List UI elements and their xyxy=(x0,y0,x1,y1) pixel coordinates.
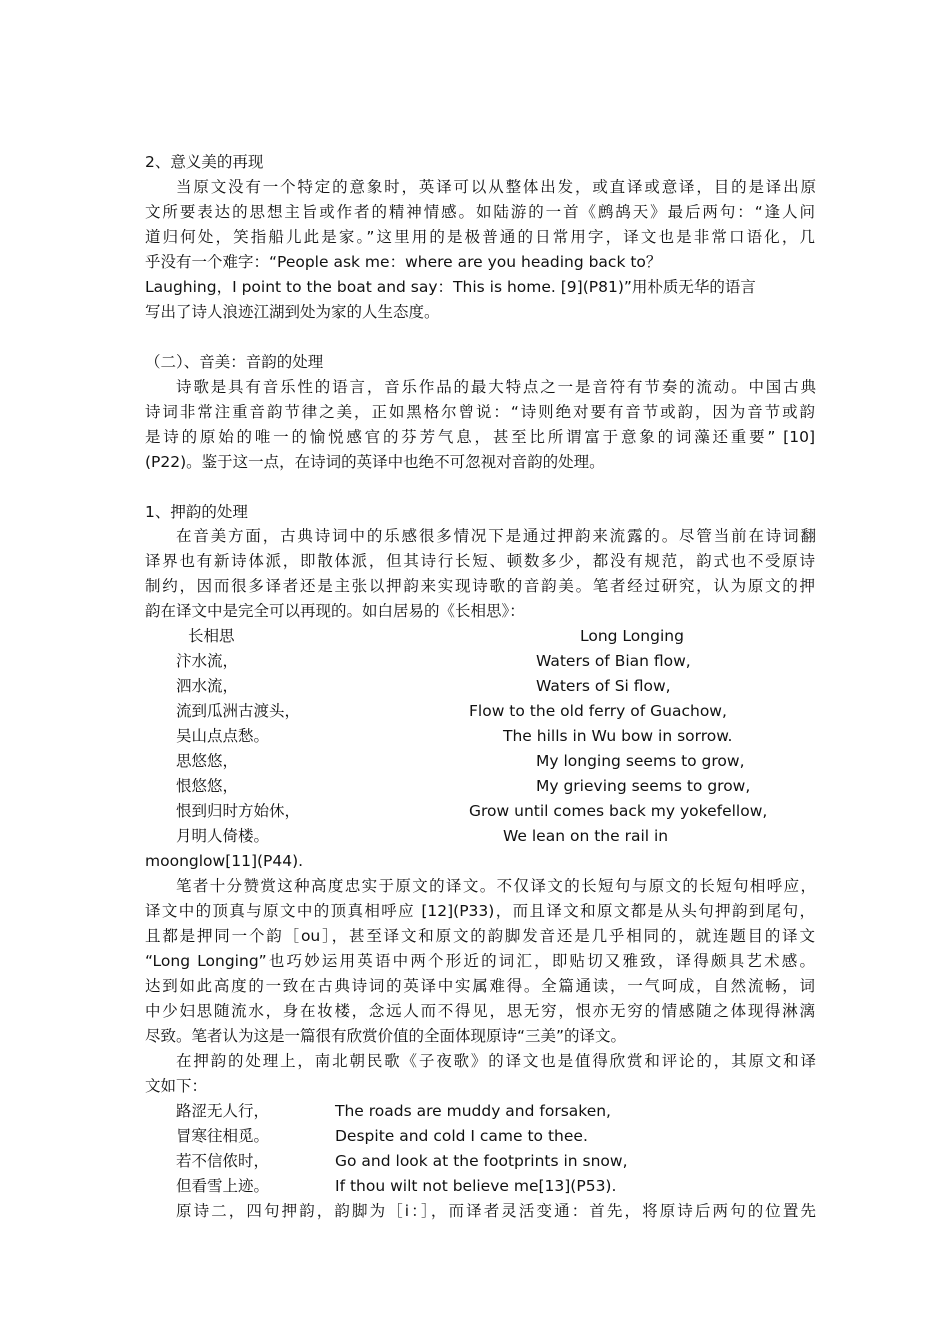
poem-line-en: Flow to the old ferry of Guachow, xyxy=(469,702,727,720)
poem-line-en: Grow until comes back my yokefellow, xyxy=(469,802,768,820)
paragraph-line: 文如下： xyxy=(145,1077,208,1095)
section-heading: 2、意义美的再现 xyxy=(145,153,264,171)
poem-line-en: We lean on the rail in xyxy=(503,827,669,845)
poem-line-cn: 恨悠悠， xyxy=(176,777,239,795)
poem-line-wrap: moonglow[11](P44). xyxy=(145,852,304,870)
paragraph-line: 原诗二，四句押韵，韵脚为［i：］，而译者灵活变通：首先，将原诗后两句的位置先 xyxy=(176,1202,816,1220)
poem-line-cn: 但看雪上迹。 xyxy=(176,1177,270,1195)
poem-line-cn: 吴山点点愁。 xyxy=(176,727,270,745)
paragraph-line: 译文中的顶真与原文中的顶真相呼应 [12](P33)，而且译文和原文都是从头句押韵到尾句， xyxy=(145,902,815,920)
paragraph-line: 诗词非常注重音韵节律之美，正如黑格尔曾说：“诗则绝对要有音节或韵，因为音节或韵 xyxy=(145,403,815,421)
paragraph-line: 笔者十分赞赏这种高度忠实于原文的译文。不仅译文的长短句与原文的长短句相呼应， xyxy=(176,877,816,895)
paragraph-line: 译界也有新诗体派，即散体派，但其诗行长短、顿数多少，都没有规范，韵式也不受原诗 xyxy=(145,552,815,570)
paragraph-line: 且都是押同一个韵［ou］，甚至译文和原文的韵脚发音还是几乎相同的，就连题目的译文 xyxy=(145,927,815,945)
paragraph-line: “Long Longing”也巧妙运用英语中两个形近的词汇，即贴切又雅致，译得颇具艺术感。 xyxy=(145,952,815,970)
paragraph-line: 诗歌是具有音乐性的语言，音乐作品的最大特点之一是音符有节奏的流动。中国古典 xyxy=(176,378,816,396)
poem-line-en: If thou wilt not believe me[13](P53). xyxy=(335,1177,617,1195)
paragraph-line: 当原文没有一个特定的意象时，英译可以从整体出发，或直译或意译，目的是译出原 xyxy=(176,178,816,196)
poem-line-cn: 月明人倚楼。 xyxy=(176,827,270,845)
poem-line-cn: 泗水流， xyxy=(176,677,239,695)
paragraph-line: 道归何处，笑指船儿此是家。”这里用的是极普通的日常用字，译文也是非常口语化，几 xyxy=(145,228,815,246)
paragraph-line: 文所要表达的思想主旨或作者的精神情感。如陆游的一首《鹧鸪天》最后两句：“逢人问 xyxy=(145,203,815,221)
poem-line-en: Waters of Si flow, xyxy=(536,677,671,695)
paragraph-line: 制约，因而很多译者还是主张以押韵来实现诗歌的音韵美。笔者经过研究，认为原文的押 xyxy=(145,577,815,595)
poem-line-en: Despite and cold I came to thee. xyxy=(335,1127,588,1145)
poem-line-en: Waters of Bian flow, xyxy=(536,652,691,670)
poem-line-cn: 路涩无人行， xyxy=(176,1102,270,1120)
poem-title-en: Long Longing xyxy=(580,627,684,645)
poem-line-en: My grieving seems to grow, xyxy=(536,777,751,795)
paragraph-line: (P22)。鉴于这一点，在诗词的英译中也绝不可忽视对音韵的处理。 xyxy=(145,453,605,471)
paragraph-line: Laughing，I point to the boat and say：This is home. [9](P81)”用朴质无华的语言 xyxy=(145,278,756,296)
poem-line-en: Go and look at the footprints in snow, xyxy=(335,1152,628,1170)
paragraph-line: 乎没有一个难字：“People ask me：where are you heading back to？ xyxy=(145,253,662,271)
paragraph-line: 中少妇思随流水，身在妆楼，念远人而不得见，思无穷，恨亦无穷的情感随之体现得淋漓 xyxy=(145,1002,815,1020)
poem-line-en: My longing seems to grow, xyxy=(536,752,745,770)
poem-line-cn: 流到瓜洲古渡头， xyxy=(176,702,301,720)
section-heading: （二）、音美：音韵的处理 xyxy=(145,353,324,371)
poem-line-cn: 若不信侬时， xyxy=(176,1152,270,1170)
poem-title-cn: 长相思 xyxy=(188,627,235,645)
poem-line-en: The hills in Wu bow in sorrow. xyxy=(503,727,733,745)
paragraph-line: 写出了诗人浪迹江湖到处为家的人生态度。 xyxy=(145,303,440,321)
poem-line-en: The roads are muddy and forsaken, xyxy=(335,1102,611,1120)
poem-line-cn: 冒寒往相觅。 xyxy=(176,1127,270,1145)
paragraph-line: 在押韵的处理上，南北朝民歌《子夜歌》的译文也是值得欣赏和评论的，其原文和译 xyxy=(176,1052,816,1070)
section-heading: 1、押韵的处理 xyxy=(145,503,248,521)
paragraph-line: 达到如此高度的一致在古典诗词的英译中实属难得。全篇通读，一气呵成，自然流畅，词 xyxy=(145,977,815,995)
poem-line-cn: 汴水流， xyxy=(176,652,239,670)
poem-line-cn: 恨到归时方始休， xyxy=(176,802,301,820)
paragraph-line: 在音美方面，古典诗词中的乐感很多情况下是通过押韵来流露的。尽管当前在诗词翻 xyxy=(176,527,816,545)
paragraph-line: 韵在译文中是完全可以再现的。如白居易的《长相思》： xyxy=(145,602,525,620)
paragraph-line: 是诗的原始的唯一的愉悦感官的芬芳气息，甚至比所谓富于意象的词藻还重要” [10] xyxy=(145,428,815,446)
paragraph-line: 尽致。笔者认为这是一篇很有欣赏价值的全面体现原诗“三美”的译文。 xyxy=(145,1027,627,1045)
poem-line-cn: 思悠悠， xyxy=(176,752,239,770)
